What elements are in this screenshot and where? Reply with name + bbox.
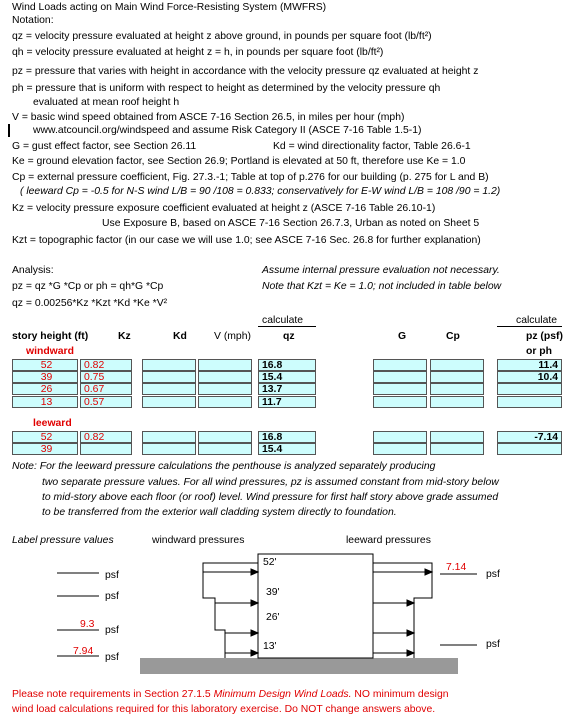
cell-qz: 16.8: [258, 431, 316, 443]
notation-v: V = basic wind speed obtained from ASCE 7-16 Section 26.5, in miles per hour (mph): [12, 112, 405, 123]
notation-qz: qz = velocity pressure evaluated at height z above ground, in pounds per square foot (lb/ft²): [12, 31, 432, 42]
notation-kz: Kz = velocity pressure exposure coefficient evaluated at height z (ASCE 7-16 Table 26.10-1): [12, 203, 436, 214]
level-label-52: 52': [263, 557, 277, 568]
note-line-4: to be transferred from the exterior wall cladding system directly to foundation.: [42, 507, 397, 518]
windward-unit-4: psf: [105, 652, 119, 663]
header-p-alt: or ph: [526, 346, 552, 357]
footer-line-1a: Please note requirements in Section 27.1.5: [12, 689, 214, 700]
windward-unit-2: psf: [105, 591, 119, 602]
analysis-note-1: Assume internal pressure evaluation not necessary.: [262, 265, 500, 276]
notation-kz-cont: Use Exposure B, based on ASCE 7-16 Section 26.7.3, Urban as noted on Sheet 5: [102, 218, 480, 229]
notation-qh: qh = velocity pressure evaluated at height z = h, in pounds per square foot (lb/ft²): [12, 47, 384, 58]
cell-story-height: 13: [12, 396, 78, 408]
label-pressure-values: Label pressure values: [12, 535, 114, 546]
cell-story-height: 52: [12, 431, 78, 443]
calc-label-p: calculate: [516, 315, 558, 326]
leeward-unit-1: psf: [486, 569, 500, 580]
footer-line-2: wind load calculations required for this laboratory exercise. Do NOT change answers above.: [12, 704, 436, 715]
notation-label: Notation:: [12, 15, 54, 26]
level-label-13: 13': [263, 641, 277, 652]
windward-profile: [203, 563, 258, 658]
cell-kz: 0.82: [80, 431, 132, 443]
level-label-26: 26': [266, 612, 280, 623]
windward-unit-1: psf: [105, 570, 119, 581]
analysis-label: Analysis:: [12, 265, 54, 276]
notation-cp-cont: ( leeward Cp = -0.5 for N-S wind L/B = 90 /108 = 0.833; conservatively for E-W wind L/B = 108 /90 = 1.2): [20, 186, 501, 197]
cell-story-height: 52: [12, 359, 78, 371]
notation-g: G = gust effect factor, see Section 26.11: [12, 141, 197, 152]
leeward-pressures-title: leeward pressures: [346, 535, 431, 546]
cell-pz: 11.4: [497, 359, 562, 371]
cell-story-height: 26: [12, 383, 78, 395]
header-cp: Cp: [446, 331, 460, 342]
cell-story-height: 39: [12, 371, 78, 383]
cell-qz: 13.7: [258, 383, 316, 395]
notation-ke: Ke = ground elevation factor, see Section 26.9; Portland is elevated at 50 ft, therefore use Ke = 1.0: [12, 156, 466, 167]
windward-label: windward: [26, 346, 74, 357]
level-label-39: 39': [266, 587, 280, 598]
notation-ph: ph = pressure that is uniform with respect to height as determined by the velocity pressure qh: [12, 83, 441, 94]
cell-kz: 0.82: [80, 359, 132, 371]
header-g: G: [398, 331, 407, 342]
notation-v-cont: www.atcouncil.org/windspeed and assume Risk Category II (ASCE 7-16 Table 1.5-1): [33, 125, 422, 136]
page-title: Wind Loads acting on Main Wind Force-Resisting System (MWFRS): [12, 2, 327, 13]
notation-kzt: Kzt = topographic factor (in our case we will use 1.0; see ASCE 7-16 Sec. 26.8 for further explanation): [12, 235, 481, 246]
cell-qz: 16.8: [258, 359, 316, 371]
header-p: pz (psf): [526, 331, 563, 342]
windward-value-3: 9.3: [80, 619, 95, 630]
header-kd: Kd: [173, 331, 187, 342]
cell-kz: 0.67: [80, 383, 132, 395]
header-v: V (mph): [214, 331, 251, 342]
header-story-height: story height (ft): [12, 331, 89, 342]
ground-slab: [140, 658, 458, 674]
leeward-label: leeward: [33, 418, 72, 429]
cell-pz: -7.14: [497, 431, 562, 443]
note-line-2: two separate pressure values. For all wind pressures, pz is assumed constant from mid-story below: [42, 477, 499, 488]
windward-value-4: 7.94: [73, 646, 94, 657]
footer-line-1c: NO minimum design: [351, 689, 449, 700]
cell-kz: 0.75: [80, 371, 132, 383]
footer-line-1b: Minimum Design Wind Loads.: [213, 689, 352, 700]
footer-line-1: [12, 689, 449, 701]
cell-kz: 0.57: [80, 396, 132, 408]
calc-label-q: calculate: [262, 315, 304, 326]
leeward-profile: [373, 563, 432, 658]
cell-pz: 10.4: [497, 371, 562, 383]
cell-story-height: 39: [12, 443, 78, 455]
cell-qz: 11.7: [258, 396, 316, 408]
cell-qz: 15.4: [258, 371, 316, 383]
note-line-3: to mid-story above each floor (or roof) level. Wind pressure for first half story above grade assumed: [42, 492, 499, 503]
header-qz: qz: [283, 331, 295, 342]
windward-pressures-title: windward pressures: [152, 535, 245, 546]
notation-pz: pz = pressure that varies with height in accordance with the velocity pressure qz evaluated at height z: [12, 66, 479, 77]
windward-unit-3: psf: [105, 625, 119, 636]
analysis-note-2: Note that Kzt = Ke = 1.0; not included in table below: [262, 281, 502, 292]
note-line-1: Note: For the leeward pressure calculations the penthouse is analyzed separately producing: [12, 461, 436, 472]
analysis-eq1: pz = qz *G *Cp or ph = qh*G *Cp: [12, 281, 164, 292]
notation-ph-cont: evaluated at mean roof height h: [33, 97, 180, 108]
leeward-unit-2: psf: [486, 639, 500, 650]
header-kz: Kz: [118, 331, 131, 342]
notation-cp: Cp = external pressure coefficient, Fig. 27.3.-1; Table at top of p.276 for our building (p. 275 for L and B): [12, 172, 489, 183]
analysis-eq2: qz = 0.00256*Kz *Kzt *Kd *Ke *V²: [12, 298, 168, 309]
leeward-value-1: 7.14: [446, 562, 467, 573]
cell-qz: 15.4: [258, 443, 316, 455]
notation-kd: Kd = wind directionality factor, Table 26.6-1: [273, 141, 471, 152]
